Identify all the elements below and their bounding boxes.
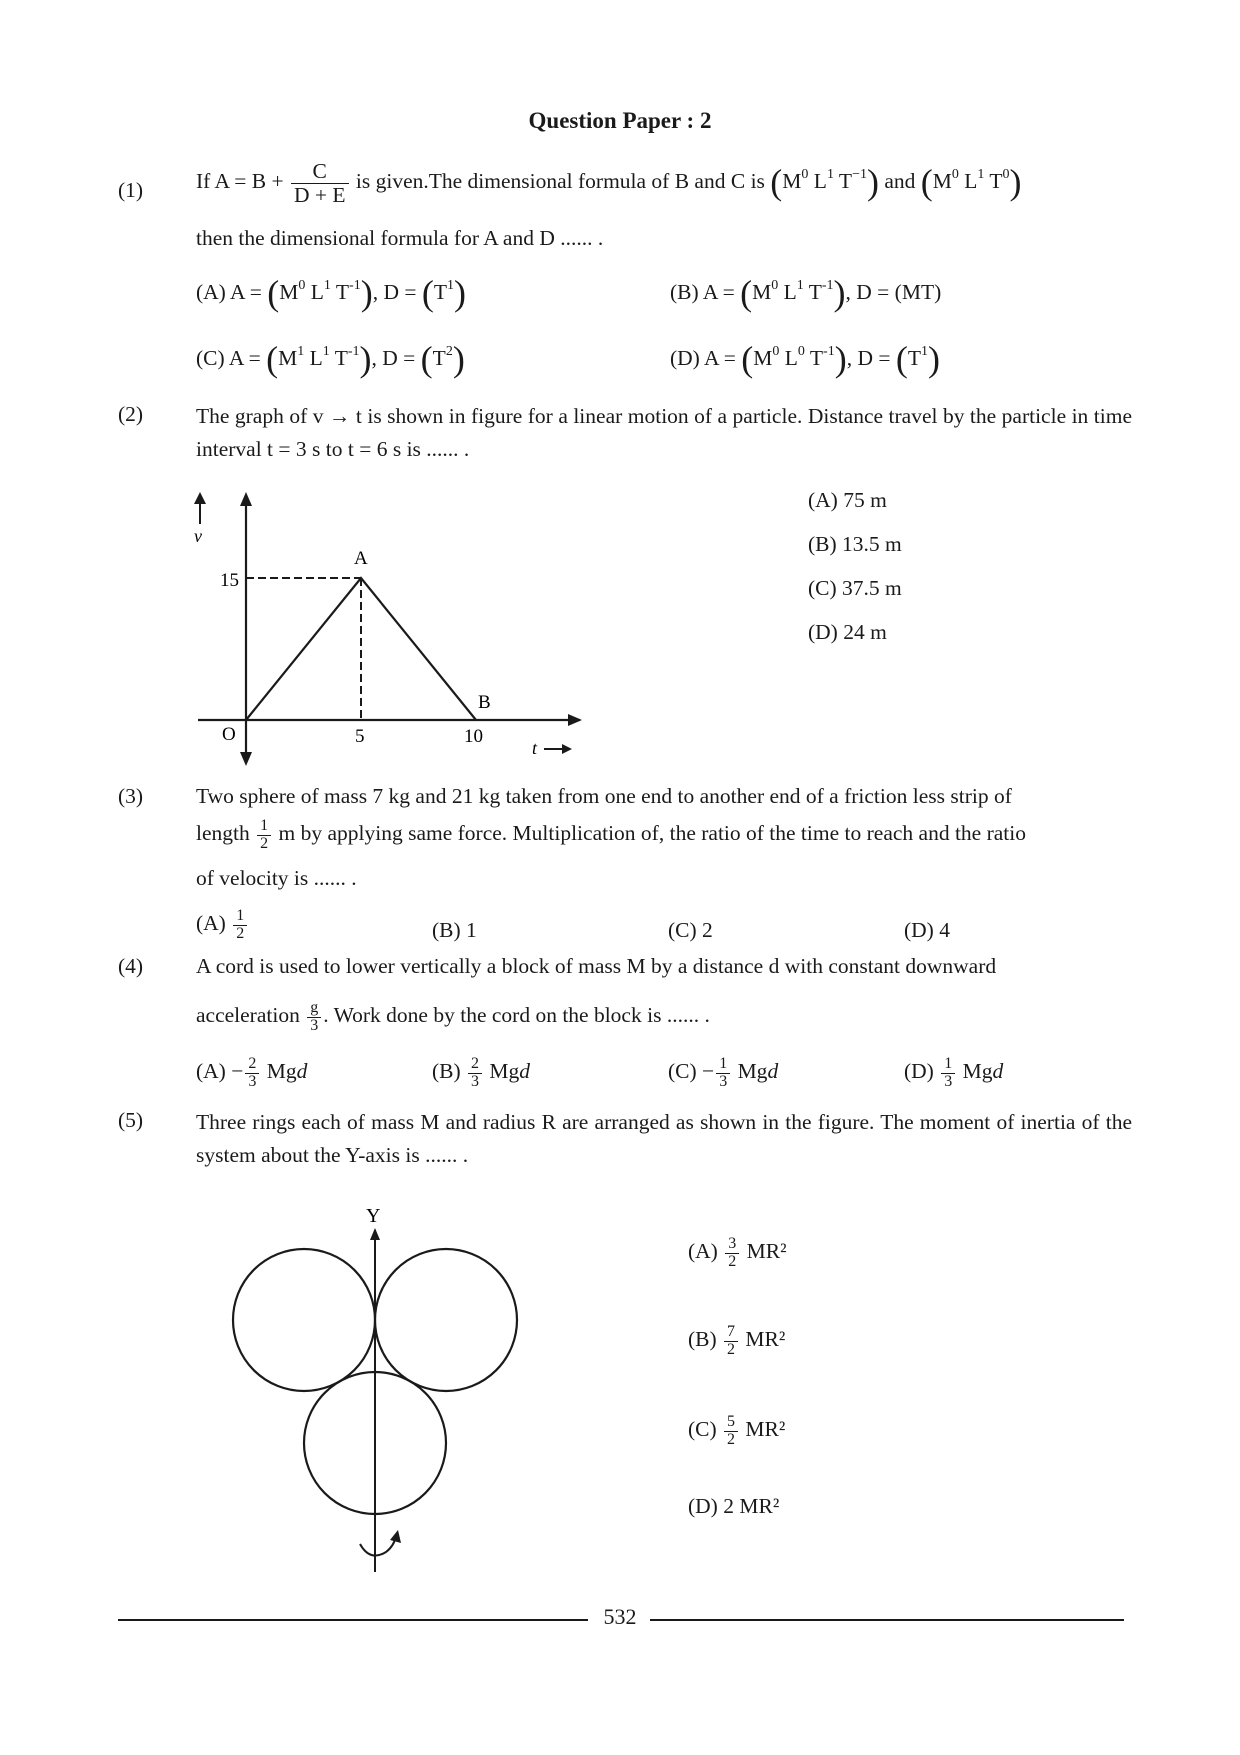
q2-stem: The graph of v → t is shown in figure for a linear motion of a particle. Distance travel by the particle in time interval t = 3 s to t = 6 s is ...... . (196, 404, 1132, 461)
graph-point-a: A (354, 548, 368, 569)
q2-velocity-time-graph (180, 490, 600, 780)
q3-option-b[interactable]: (B) 1 (432, 918, 477, 942)
q5-option-d[interactable]: (D) 2 MR² (688, 1494, 780, 1518)
q1-option-c[interactable]: (C) $A = (M^1$ $L^1$ $T^{-1}$), $D = (T^2)$ (196, 339, 465, 379)
ring-right (375, 1249, 517, 1391)
q4-option-c[interactable]: (C) − $\frac{1}{3}$ Mgd (668, 1055, 779, 1090)
q2-option-d[interactable]: (D) 24 m (808, 620, 887, 644)
q4-stem-line1: A cord is used to lower vertically a block of mass M by a distance d with constant downward (196, 954, 997, 978)
q5-rings-figure (220, 1200, 540, 1580)
q3-stem-line3: of velocity is ...... . (196, 866, 357, 890)
q2-number: (2) (118, 402, 144, 426)
graph-v-label: v (194, 526, 202, 546)
q4-stem-line2: acceleration $\frac{g}{3}$ . Work done by the cord on the block is ...... . (196, 999, 710, 1034)
q5-stem: Three rings each of mass M and radius R are arranged as shown in the figure. The moment of inertia of the system about the Y-axis is ...... . (196, 1110, 1132, 1167)
q1-option-b[interactable]: (B) $A = (M^0$ $L^1$ $T^{-1}$), D = (MT) (670, 273, 942, 313)
q3-stem-line1: Two sphere of mass 7 kg and 21 kg taken from one end to another end of a friction less strip of (196, 784, 1012, 808)
q4-option-a[interactable]: (A) − $\frac{2}{3}$ Mgd (196, 1055, 308, 1090)
q5-option-b[interactable]: (B) $\frac{7}{2}$ MR² (688, 1323, 786, 1358)
q5-number: (5) (118, 1108, 144, 1132)
graph-tick-15: 15 (220, 570, 239, 591)
page-number: 532 (603, 1604, 637, 1629)
q4-number: (4) (118, 954, 144, 978)
q3-option-c[interactable]: (C) 2 (668, 918, 713, 942)
q3-option-d[interactable]: (D) 4 (904, 918, 950, 942)
graph-point-b: B (478, 692, 491, 713)
q2-option-a[interactable]: (A) 75 m (808, 488, 887, 512)
q1-option-d[interactable]: (D) $A = (M^0$ $L^0$ $T^{-1}$), $D = (T^1)$ (670, 339, 940, 379)
q4-option-b[interactable]: (B) $\frac{2}{3}$ Mgd (432, 1055, 531, 1090)
ring-left (233, 1249, 375, 1391)
graph-t-label: t (532, 738, 538, 758)
q2-option-c[interactable]: (C) 37.5 m (808, 576, 902, 600)
q1-dim-b: $M^0$ $L^1$ $T^{-1}$ (782, 167, 867, 193)
page-title: Question Paper : 2 (528, 108, 712, 133)
figure-y-label: Y (366, 1205, 381, 1227)
q1-stem: If A = B + $\frac{C}{D + E}$ is given.The dimensional formula of B and C is ($M^0$ $L^1$ $T^{-1}$) and ($M^0$ $L^1$ $T^0$) (196, 159, 1022, 207)
q3-fraction: $\frac{1}{2}$ (257, 818, 271, 853)
graph-origin: O (222, 724, 236, 745)
q3-option-a[interactable]: (A) $\frac{1}{2}$ (196, 908, 249, 943)
q1-fraction: $\frac{C}{D + E}$ (291, 160, 349, 206)
q4-option-d[interactable]: (D) $\frac{1}{3}$ Mgd (904, 1055, 1004, 1090)
q1-stem-cont: then the dimensional formula for A and D ...... . (196, 226, 604, 250)
q2-option-b[interactable]: (B) 13.5 m (808, 532, 902, 556)
q3-number: (3) (118, 784, 144, 808)
q1-number: (1) (118, 178, 144, 202)
q5-option-a[interactable]: (A) $\frac{3}{2}$ MR² (688, 1235, 787, 1270)
q4-fraction: $\frac{g}{3}$ (307, 1000, 321, 1035)
rotation-arrow-icon (360, 1536, 396, 1556)
graph-tick-5: 5 (355, 726, 365, 747)
q1-dim-c: $M^0$ $L^1$ $T^0$ (932, 167, 1010, 193)
q1-option-a[interactable]: (A) $A = (M^0$ $L^1$ $T^{-1}$), $D = (T^1)$ (196, 273, 466, 313)
graph-tick-10: 10 (464, 726, 483, 747)
q5-option-c[interactable]: (C) $\frac{5}{2}$ MR² (688, 1413, 786, 1448)
q3-stem-line2: length $\frac{1}{2}$ m by applying same force. Multiplication of, the ratio of the time to reach and the ratio (196, 817, 1026, 852)
